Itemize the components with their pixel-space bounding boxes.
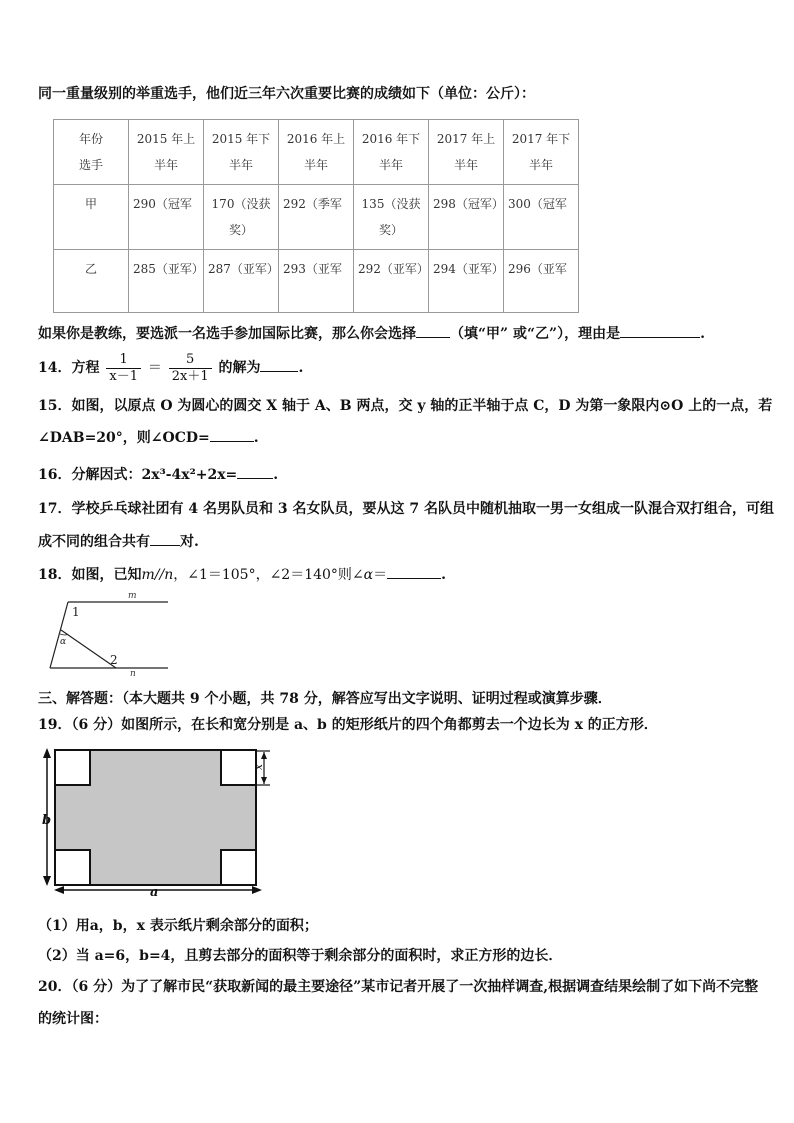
cut-corner-square [55,850,90,885]
question-18: 18．如图，已知m//n，∠1＝105°，∠2＝140°则∠α＝ . [38,564,446,584]
answer-blank [237,464,273,479]
player-name-cell: 乙 [54,250,129,313]
arrowhead [43,748,51,758]
player-name-cell: 甲 [54,185,129,250]
table-row [54,250,579,313]
question-19-sub2: （2）当 a=6，b=4，且剪去部分的面积等于剩余部分的面积时，求正方形的边长． [38,948,563,964]
label-angle-1: 1 [72,605,80,619]
answer-blank [210,427,254,442]
score-cell: 293（亚军 [279,250,354,313]
arrowhead [43,876,51,886]
question-15-line2: ∠DAB=20°，则∠OCD= . [38,427,259,447]
label-n: n [130,669,136,676]
table-row [54,185,579,250]
answer-blank [387,564,441,579]
table-header-cell: 2015 年上 半年 [129,120,204,185]
score-cell: 298（冠军） [429,185,504,250]
question-19-title: 19．（6 分）如图所示，在长和宽分别是 a、b 的矩形纸片的四个角都剪去一个边长为 x 的正方形． [38,717,658,733]
question-20-line1: 20．（6 分）为了了解市民“获取新闻的最主要途径”某市记者开展了一次抽样调查,根据调查结果绘制了如下尚不完整 [38,979,759,995]
label-a: a [150,885,159,900]
score-cell: 292（亚军） [354,250,429,313]
slanted-segment [61,630,116,668]
label-m: m [128,591,137,601]
score-cell: 294（亚军） [429,250,504,313]
table-intro: 同一重量级别的举重选手，他们近三年六次重要比赛的成绩如下（单位：公斤）： [38,86,535,102]
fraction-2: $\frac{5}{2x+1}$ [169,352,212,385]
table-header-row [54,120,579,185]
table-corner-cell: 年份 选手 [54,120,129,185]
label-x: x [253,764,266,771]
answer-blank [260,357,298,372]
label-b: b [42,813,52,828]
arrowhead [54,886,64,894]
label-angle-2: 2 [110,653,118,667]
question-15-line1: 15．如图，以原点 O 为圆心的圆交 X 轴于 A、B 两点，交 y 轴的正半轴于点 C，D 为第一象限内⊙O 上的一点，若 [38,398,773,414]
score-cell: 135（没获 奖） [354,185,429,250]
rectangle-shape [55,750,256,885]
question-16: 16．分解因式：2x³-4x²+2x= . [38,464,278,484]
score-cell: 296（亚军 [504,250,579,313]
arrowhead [252,886,262,894]
score-cell: 170（没获 奖） [204,185,279,250]
score-cell: 292（季军 [279,185,354,250]
answer-blank [416,323,450,338]
scores-table [53,119,579,313]
score-cell: 287（亚军） [204,250,279,313]
answer-blank [620,323,700,338]
arrowhead [261,752,267,759]
cut-corner-square [221,750,256,785]
question-17-line1: 17．学校乒乓球社团有 4 名男队员和 3 名女队员，要从这 7 名队员中随机抽取一男一女组成一队混合双打组合，可组 [38,501,774,517]
fraction-1: $\frac{1}{x-1}$ [106,352,141,385]
parallel-lines-figure [44,588,172,676]
answer-blank [150,531,180,546]
table-header-cell: 2015 年下 半年 [204,120,279,185]
rectangle-cut-figure [38,744,278,902]
question-17-line2: 成不同的组合共有 对. [38,531,199,551]
table-header-cell: 2016 年上 半年 [279,120,354,185]
table-header-cell: 2017 年上 半年 [429,120,504,185]
score-cell: 290（冠军 [129,185,204,250]
question-13: 如果你是教练，要选派一名选手参加国际比赛，那么你会选择 （填“甲” 或“乙”），理由是 . [38,323,705,343]
score-cell: 300（冠军 [504,185,579,250]
score-cell: 285（亚军） [129,250,204,313]
arrowhead [261,777,267,784]
section-3-heading: 三、解答题：（本大题共 9 个小题，共 78 分，解答应写出文字说明、证明过程或演算步骤． [38,691,612,707]
label-alpha: α [60,637,67,647]
table-header-cell: 2017 年下 半年 [504,120,579,185]
question-19-sub1: （1）用a，b，x 表示纸片剩余部分的面积； [38,918,318,934]
cut-corner-square [221,850,256,885]
cut-corner-square [55,750,90,785]
question-14: 14．方程 $\frac{1}{x-1}$ ＝ $\frac{5}{2x+1}$ 的解为 . [38,351,304,384]
table-header-cell: 2016 年下 半年 [354,120,429,185]
question-20-line2: 的统计图： [38,1011,108,1027]
